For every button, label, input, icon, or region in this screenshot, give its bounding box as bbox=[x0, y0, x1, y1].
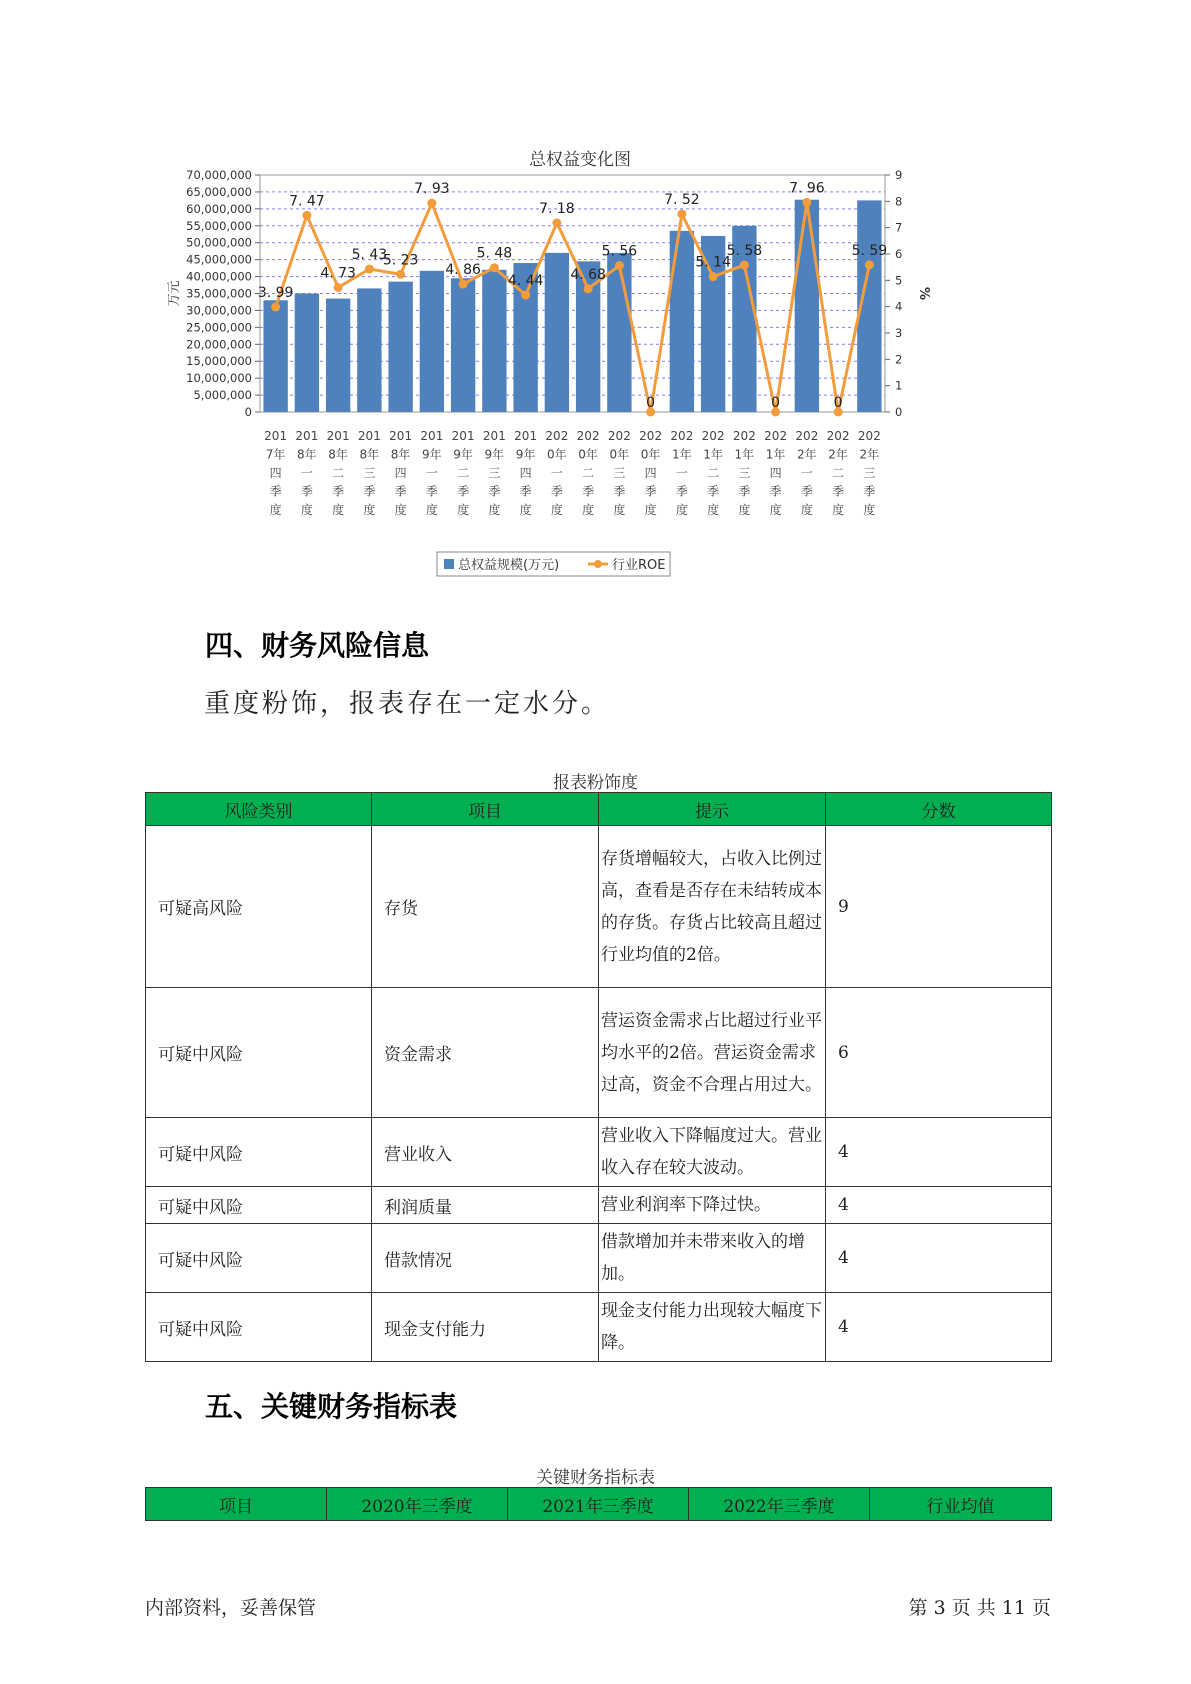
risk-hint: 营运资金需求占比超过行业平均水平的2倍。营运资金需求过高，资金不合理占用过大。 bbox=[599, 988, 826, 1118]
header-cell: 分数 bbox=[826, 793, 1052, 826]
data-label: 5. 43 bbox=[351, 247, 388, 264]
x-tick-label: 0年 bbox=[547, 447, 567, 462]
x-tick-label: 季 bbox=[769, 484, 782, 499]
x-tick-label: 202 bbox=[732, 429, 756, 443]
y-tick-label: 20,000,000 bbox=[186, 337, 252, 352]
data-label: 7. 96 bbox=[789, 180, 825, 197]
x-tick-label: 201 bbox=[451, 429, 475, 443]
y2-tick-label: 8 bbox=[895, 194, 903, 209]
roe-point bbox=[459, 280, 468, 289]
y2-tick-label: 3 bbox=[895, 326, 903, 340]
x-tick-label: 季 bbox=[582, 484, 595, 499]
header-cell: 项目 bbox=[372, 793, 599, 826]
x-tick-label: 度 bbox=[800, 503, 813, 517]
section4-paragraph: 重度粉饰，报表存在一定水分。 bbox=[204, 689, 611, 719]
roe-point bbox=[302, 211, 311, 220]
data-label: 5. 48 bbox=[476, 245, 513, 262]
x-tick-label: 季 bbox=[707, 484, 720, 499]
x-tick-label: 0年 bbox=[578, 447, 598, 462]
x-tick-label: 三 bbox=[863, 466, 876, 480]
data-label: 7. 52 bbox=[664, 191, 700, 208]
x-tick-label: 度 bbox=[613, 503, 626, 517]
table-row bbox=[146, 1118, 1052, 1187]
header-cell: 行业均值 bbox=[870, 1488, 1052, 1521]
section4-heading: 四、财务风险信息 bbox=[205, 629, 430, 662]
x-tick-label: 度 bbox=[832, 503, 845, 517]
bar bbox=[795, 200, 819, 412]
data-label: 0 bbox=[833, 395, 843, 411]
x-tick-label: 202 bbox=[826, 429, 850, 443]
risk-score: 4 bbox=[826, 1118, 1052, 1187]
y-tick-label: 40,000,000 bbox=[186, 269, 252, 284]
x-tick-label: 7年 bbox=[265, 447, 286, 462]
x-tick-label: 2年 bbox=[859, 447, 880, 462]
roe-point bbox=[396, 270, 405, 279]
x-tick-label: 度 bbox=[707, 503, 720, 517]
data-label: 7. 47 bbox=[289, 193, 325, 210]
risk-hint: 现金支付能力出现较大幅度下降。 bbox=[599, 1293, 826, 1362]
risk-item: 利润质量 bbox=[372, 1187, 599, 1224]
roe-point bbox=[615, 261, 624, 270]
footer-page-number: 第 3 页 共 11 页 bbox=[908, 1597, 1051, 1619]
x-tick-label: 度 bbox=[363, 503, 376, 517]
risk-hint: 借款增加并未带来收入的增加。 bbox=[599, 1224, 826, 1293]
x-tick-label: 2年 bbox=[797, 447, 817, 462]
x-tick-label: 201 bbox=[295, 429, 319, 443]
x-tick-label: 9年 bbox=[453, 447, 473, 462]
y2-tick-label: 0 bbox=[895, 405, 903, 419]
risk-category: 可疑中风险 bbox=[146, 1293, 372, 1362]
x-tick-label: 季 bbox=[519, 484, 532, 499]
x-tick-label: 三 bbox=[613, 466, 626, 480]
roe-point bbox=[740, 261, 749, 270]
x-tick-label: 9年 bbox=[422, 447, 442, 462]
x-tick-label: 一 bbox=[300, 466, 313, 480]
bar bbox=[607, 253, 631, 412]
x-tick-label: 季 bbox=[738, 484, 751, 499]
x-tick-label: 季 bbox=[457, 484, 470, 499]
x-tick-label: 季 bbox=[269, 484, 282, 499]
x-tick-label: 度 bbox=[394, 503, 407, 517]
x-tick-label: 度 bbox=[582, 503, 595, 517]
y-tick-label: 15,000,000 bbox=[186, 354, 252, 369]
y2-tick-label: 9 bbox=[895, 168, 903, 182]
risk-table bbox=[145, 792, 1052, 1362]
x-tick-label: 三 bbox=[738, 466, 751, 480]
x-tick-label: 201 bbox=[482, 429, 506, 443]
risk-score: 4 bbox=[826, 1224, 1052, 1293]
x-tick-label: 度 bbox=[300, 503, 313, 517]
risk-category: 可疑中风险 bbox=[146, 1224, 372, 1293]
bar bbox=[263, 300, 287, 412]
x-tick-label: 1年 bbox=[703, 447, 723, 462]
x-tick-label: 季 bbox=[363, 484, 376, 499]
bar bbox=[326, 299, 350, 412]
x-tick-label: 0年 bbox=[640, 447, 661, 462]
roe-point bbox=[271, 302, 280, 311]
bar bbox=[388, 282, 412, 412]
x-tick-label: 三 bbox=[488, 466, 501, 480]
x-tick-label: 季 bbox=[863, 484, 876, 499]
risk-table-header bbox=[146, 793, 1052, 826]
x-tick-label: 季 bbox=[332, 484, 345, 499]
x-tick-label: 度 bbox=[269, 503, 282, 517]
x-tick-label: 一 bbox=[550, 466, 563, 480]
chart-title: 总权益变化图 bbox=[529, 150, 631, 170]
bar bbox=[670, 231, 694, 412]
risk-item: 存货 bbox=[372, 826, 599, 988]
bar bbox=[482, 270, 506, 412]
risk-item: 借款情况 bbox=[372, 1224, 599, 1293]
x-tick-label: 201 bbox=[357, 429, 381, 443]
indicator-table-header bbox=[146, 1488, 1052, 1521]
x-tick-label: 二 bbox=[832, 466, 845, 480]
table-row bbox=[146, 1187, 1052, 1224]
roe-point bbox=[584, 284, 593, 293]
x-tick-label: 201 bbox=[420, 429, 444, 443]
x-tick-label: 202 bbox=[607, 429, 631, 443]
bar bbox=[545, 253, 569, 412]
y-axis-label: 万元 bbox=[167, 280, 182, 307]
data-label: 5. 56 bbox=[601, 243, 638, 260]
header-cell: 提示 bbox=[599, 793, 826, 826]
bar bbox=[295, 294, 319, 413]
data-label: 5. 23 bbox=[382, 252, 419, 269]
x-tick-label: 三 bbox=[363, 466, 376, 480]
y-tick-label: 35,000,000 bbox=[186, 286, 252, 301]
table-row bbox=[146, 1293, 1052, 1362]
y-tick-label: 10,000,000 bbox=[186, 371, 252, 386]
legend-label-line: 行业ROE bbox=[612, 558, 666, 573]
x-tick-label: 8年 bbox=[297, 447, 317, 462]
x-tick-label: 2年 bbox=[828, 447, 848, 462]
header-cell: 2021年三季度 bbox=[508, 1488, 689, 1521]
x-tick-label: 度 bbox=[488, 503, 501, 517]
risk-item: 现金支付能力 bbox=[372, 1293, 599, 1362]
x-tick-label: 度 bbox=[675, 503, 688, 517]
risk-score: 4 bbox=[826, 1187, 1052, 1224]
x-tick-label: 季 bbox=[644, 484, 657, 499]
x-tick-label: 度 bbox=[644, 503, 657, 517]
y-tick-label: 45,000,000 bbox=[186, 252, 252, 267]
y2-axis-label: % bbox=[916, 286, 931, 301]
risk-category: 可疑中风险 bbox=[146, 988, 372, 1118]
x-tick-label: 202 bbox=[764, 429, 788, 443]
y-tick-label: 5,000,000 bbox=[193, 388, 252, 403]
header-cell: 项目 bbox=[146, 1488, 327, 1521]
x-tick-label: 度 bbox=[863, 503, 876, 517]
bar bbox=[357, 288, 381, 412]
x-tick-label: 9年 bbox=[515, 447, 536, 462]
x-tick-label: 度 bbox=[425, 503, 438, 517]
x-tick-label: 四 bbox=[519, 466, 532, 480]
equity-chart bbox=[160, 135, 1000, 595]
x-tick-label: 202 bbox=[795, 429, 819, 443]
x-tick-label: 季 bbox=[550, 484, 563, 499]
x-tick-label: 季 bbox=[832, 484, 845, 499]
header-cell: 2020年三季度 bbox=[327, 1488, 508, 1521]
risk-category: 可疑高风险 bbox=[146, 826, 372, 988]
x-tick-label: 四 bbox=[394, 466, 407, 480]
legend-swatch-bar bbox=[444, 559, 454, 569]
roe-point bbox=[521, 291, 530, 300]
section5-heading: 五、关键财务指标表 bbox=[205, 1390, 458, 1423]
y2-tick-label: 1 bbox=[895, 378, 903, 393]
roe-point bbox=[427, 199, 436, 208]
header-cell: 2022年三季度 bbox=[689, 1488, 870, 1521]
roe-point bbox=[490, 263, 499, 272]
y2-tick-label: 6 bbox=[895, 247, 903, 261]
indicator-table bbox=[145, 1487, 1052, 1521]
x-tick-label: 季 bbox=[300, 484, 313, 499]
x-tick-label: 202 bbox=[701, 429, 725, 443]
risk-hint: 营业利润率下降过快。 bbox=[599, 1187, 826, 1224]
x-tick-label: 9年 bbox=[484, 447, 505, 462]
data-label: 4. 73 bbox=[320, 265, 356, 282]
legend-label-bar: 总权益规模(万元) bbox=[458, 558, 560, 573]
y-tick-label: 60,000,000 bbox=[186, 201, 252, 216]
x-tick-label: 度 bbox=[457, 503, 470, 517]
roe-point bbox=[365, 265, 374, 274]
x-tick-label: 度 bbox=[769, 503, 782, 517]
y-tick-label: 65,000,000 bbox=[186, 184, 252, 199]
bar bbox=[420, 271, 444, 412]
x-tick-label: 202 bbox=[639, 429, 663, 443]
roe-point bbox=[802, 198, 811, 207]
x-tick-label: 8年 bbox=[359, 447, 380, 462]
risk-category: 可疑中风险 bbox=[146, 1187, 372, 1224]
table-row bbox=[146, 988, 1052, 1118]
x-tick-label: 一 bbox=[425, 466, 438, 480]
x-tick-label: 202 bbox=[545, 429, 569, 443]
x-tick-label: 1年 bbox=[734, 447, 755, 462]
risk-table-caption: 报表粉饰度 bbox=[553, 773, 638, 793]
x-tick-label: 8年 bbox=[390, 447, 411, 462]
legend-swatch-marker bbox=[594, 560, 602, 568]
roe-point bbox=[709, 272, 718, 281]
risk-score: 6 bbox=[826, 988, 1052, 1118]
data-label: 4. 68 bbox=[570, 266, 606, 283]
data-label: 5. 58 bbox=[726, 243, 763, 260]
x-tick-label: 四 bbox=[769, 466, 782, 480]
x-tick-label: 二 bbox=[707, 466, 720, 480]
risk-score: 9 bbox=[826, 826, 1052, 988]
data-label: 7. 93 bbox=[414, 181, 450, 198]
y2-tick-label: 4 bbox=[895, 299, 903, 314]
x-tick-label: 1年 bbox=[765, 447, 786, 462]
risk-category: 可疑中风险 bbox=[146, 1118, 372, 1187]
footer-confidential: 内部资料，妥善保管 bbox=[145, 1597, 317, 1619]
x-tick-label: 1年 bbox=[672, 447, 692, 462]
x-tick-label: 8年 bbox=[328, 447, 348, 462]
bar bbox=[451, 278, 475, 412]
y-tick-label: 25,000,000 bbox=[186, 320, 252, 335]
x-tick-label: 度 bbox=[550, 503, 563, 517]
roe-point bbox=[865, 260, 874, 269]
indicator-table-caption: 关键财务指标表 bbox=[536, 1468, 655, 1488]
data-label: 4. 44 bbox=[507, 273, 544, 290]
x-tick-label: 二 bbox=[582, 466, 595, 480]
x-tick-label: 度 bbox=[738, 503, 751, 517]
risk-item: 营业收入 bbox=[372, 1118, 599, 1187]
x-tick-label: 一 bbox=[675, 466, 688, 480]
chart-svg bbox=[160, 135, 1000, 595]
y-tick-label: 50,000,000 bbox=[186, 235, 252, 250]
risk-hint: 营业收入下降幅度过大。营业收入存在较大波动。 bbox=[599, 1118, 826, 1187]
data-label: 5. 14 bbox=[695, 254, 731, 271]
x-tick-label: 季 bbox=[394, 484, 407, 499]
x-tick-label: 202 bbox=[670, 429, 694, 443]
x-tick-label: 0年 bbox=[609, 447, 630, 462]
y-tick-label: 0 bbox=[244, 405, 252, 419]
y2-tick-label: 2 bbox=[895, 352, 903, 367]
roe-point bbox=[334, 283, 343, 292]
data-label: 7. 18 bbox=[539, 200, 575, 217]
x-tick-label: 201 bbox=[514, 429, 538, 443]
header-cell: 风险类别 bbox=[146, 793, 372, 826]
data-label: 0 bbox=[646, 395, 656, 411]
risk-score: 4 bbox=[826, 1293, 1052, 1362]
x-tick-label: 二 bbox=[457, 466, 470, 480]
data-label: 3. 99 bbox=[257, 284, 294, 301]
x-tick-label: 202 bbox=[857, 429, 881, 443]
data-label: 5. 59 bbox=[851, 242, 888, 259]
roe-point bbox=[677, 209, 686, 218]
x-tick-label: 季 bbox=[613, 484, 626, 499]
risk-item: 资金需求 bbox=[372, 988, 599, 1118]
x-tick-label: 二 bbox=[332, 466, 345, 480]
y2-tick-label: 7 bbox=[895, 220, 903, 235]
y-tick-label: 55,000,000 bbox=[186, 218, 252, 233]
x-tick-label: 季 bbox=[488, 484, 501, 499]
table-row bbox=[146, 1224, 1052, 1293]
x-tick-label: 季 bbox=[800, 484, 813, 499]
roe-point bbox=[552, 218, 561, 227]
x-tick-label: 季 bbox=[425, 484, 438, 499]
x-tick-label: 201 bbox=[389, 429, 413, 443]
table-row bbox=[146, 826, 1052, 988]
x-tick-label: 四 bbox=[644, 466, 657, 480]
y2-tick-label: 5 bbox=[895, 273, 903, 288]
x-tick-label: 四 bbox=[269, 466, 282, 480]
y-tick-label: 30,000,000 bbox=[186, 303, 252, 318]
x-tick-label: 202 bbox=[576, 429, 600, 443]
x-tick-label: 季 bbox=[675, 484, 688, 499]
x-tick-label: 一 bbox=[800, 466, 813, 480]
x-tick-label: 度 bbox=[519, 503, 532, 517]
y-tick-label: 70,000,000 bbox=[186, 168, 252, 182]
data-label: 0 bbox=[771, 395, 781, 411]
risk-hint: 存货增幅较大，占收入比例过高，查看是否存在未结转成本的存货。存货占比较高且超过行业均值的2倍。 bbox=[599, 826, 826, 988]
x-tick-label: 201 bbox=[264, 429, 288, 443]
x-tick-label: 度 bbox=[332, 503, 345, 517]
x-tick-label: 201 bbox=[326, 429, 350, 443]
data-label: 4. 86 bbox=[445, 262, 481, 279]
